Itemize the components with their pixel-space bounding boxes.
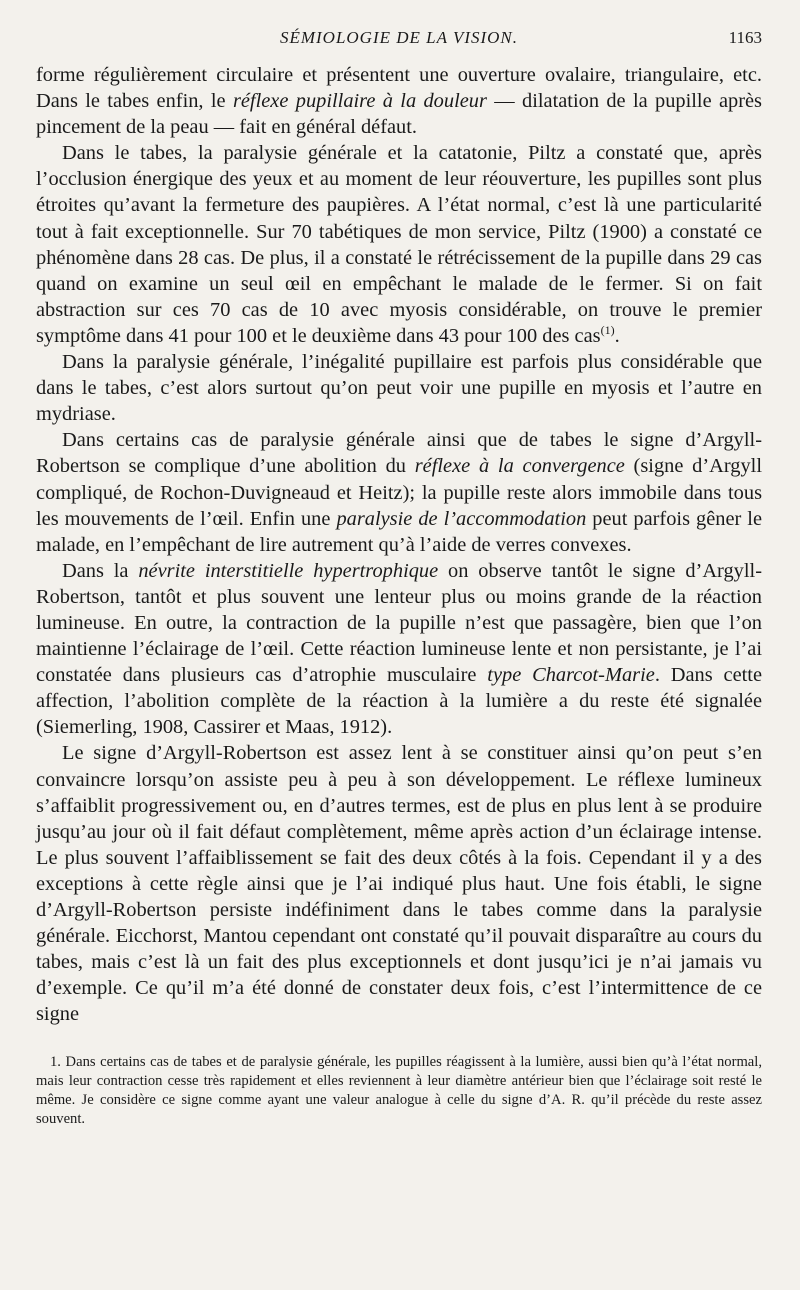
footnotes	[36, 1053, 762, 1128]
page-number: 1163	[728, 28, 762, 47]
footnote-ref[interactable]: (1)	[600, 323, 615, 338]
body-text	[36, 62, 762, 1027]
paragraph-5: Dans la névrite interstitielle hypertrophique on observe tantôt le signe d’Argyll-Robertson, tantôt et plus souvent une lenteur plus ou moins grande de la réaction lumineuse. En outre, la contraction de la pupille n’est que passagère, bien que l’on maintienne l’éclairage de l’œil. Cette réaction lumineuse lente et non persistante, je l’ai constatée dans plusieurs cas d’atrophie musculaire type Charcot-Marie. Dans cette affection, l’abolition complète de la réaction à la lumière a du reste été signalée (Siemerling, 1908, Cassirer et Maas, 1912).	[36, 559, 763, 739]
page-header	[36, 28, 762, 58]
emphasis-term: névrite interstitielle hypertrophique	[138, 559, 439, 582]
paragraph-6: Le signe d’Argyll-Robertson est assez lent à se constituer ainsi qu’on peut s’en convaincre lorsqu’on assiste peu à peu à son développement. Le réflexe lumineux s’affaiblit progressivement ou, en d’autres termes, est de plus en plus lent à se produire jusqu’au jour où il fait défaut complètement, même après action d’un éclairage intense. Le plus souvent l’affaiblissement se fait des deux côtés à la fois. Cependant il y a des exceptions à cette règle ainsi que je l’ai indiqué plus haut. Une fois établi, le signe d’Argyll-Robertson persiste indéfiniment dans le tabes comme dans la paralysie générale. Eicchorst, Mantou cependant ont constaté qu’il pouvait disparaître au cours du tabes, mais c’est là un fait des plus exceptionnels et dont jusqu’ici je n’ai jamais vu d’exemple. Ce qu’il m’a été donné de constater deux fois, c’est l’intermittence de ce signe	[36, 742, 762, 1026]
emphasis-term: type Charcot-Marie	[487, 664, 655, 687]
running-head: SÉMIOLOGIE DE LA VISION.	[279, 28, 519, 47]
paragraph-3: Dans la paralysie générale, l’inégalité pupillaire est parfois plus considérable que dans le tabes, c’est alors surtout qu’on peut voir une pupille en myosis et l’autre en mydriase.	[36, 351, 762, 426]
footnote-1: 1. Dans certains cas de tabes et de paralysie générale, les pupilles réagissent à la lumière, aussi bien qu’à l’état normal, mais leur contraction cesse très rapidement et elles reviennent à leur diamètre antérieur bien que l’éclairage soit resté le même. Je considère ce signe comme ayant une valeur analogue à celle du signe d’A. R. qu’il précède du reste assez souvent.	[36, 1054, 762, 1127]
paragraph-4: Dans certains cas de paralysie générale ainsi que de tabes le signe d’Argyll-Robertson se complique d’une abolition du réflexe à la convergence (signe d’Argyll compliqué, de Rochon-Duvigneaud et Heitz); la pupille reste alors immobile dans tous les mouvements de l’œil. Enfin une paralysie de l’accommodation peut parfois gêner le malade, en l’empêchant de lire autrement qu’à l’aide de verres convexes.	[36, 429, 762, 556]
emphasis-term: réflexe à la convergence	[414, 455, 625, 478]
emphasis-term: réflexe pupillaire à la douleur	[232, 90, 487, 113]
emphasis-term: paralysie de l’accommodation	[336, 507, 587, 530]
paragraph-2: Dans le tabes, la paralysie générale et la catatonie, Piltz a constaté que, après l’occlusion énergique des yeux et au moment de leur réouverture, les pupilles sont plus étroites qu’avant la fermeture des paupières. A l’état normal, c’est là une particularité tout à fait exceptionnelle. Sur 70 tabétiques de mon service, Piltz (1900) a constaté ce phénomène dans 28 cas. De plus, il a constaté le rétrécissement de la pupille dans 29 cas quand on examine un seul œil en empêchant le malade de le fermer. Si on fait abstraction sur ces 70 cas de 10 avec myosis considérable, on trouve le premier symptôme dans 41 pour 100 et le deuxième dans 43 pour 100 des cas$^{(1)}$.	[36, 142, 762, 347]
book-page	[36, 28, 762, 1128]
paragraph-1: forme régulièrement circulaire et présentent une ouverture ovalaire, triangulaire, etc. Dans le tabes enfin, le réflexe pupillaire à la douleur — dilatation de la pupille après pincement de la peau — fait en général défaut.	[36, 64, 762, 139]
